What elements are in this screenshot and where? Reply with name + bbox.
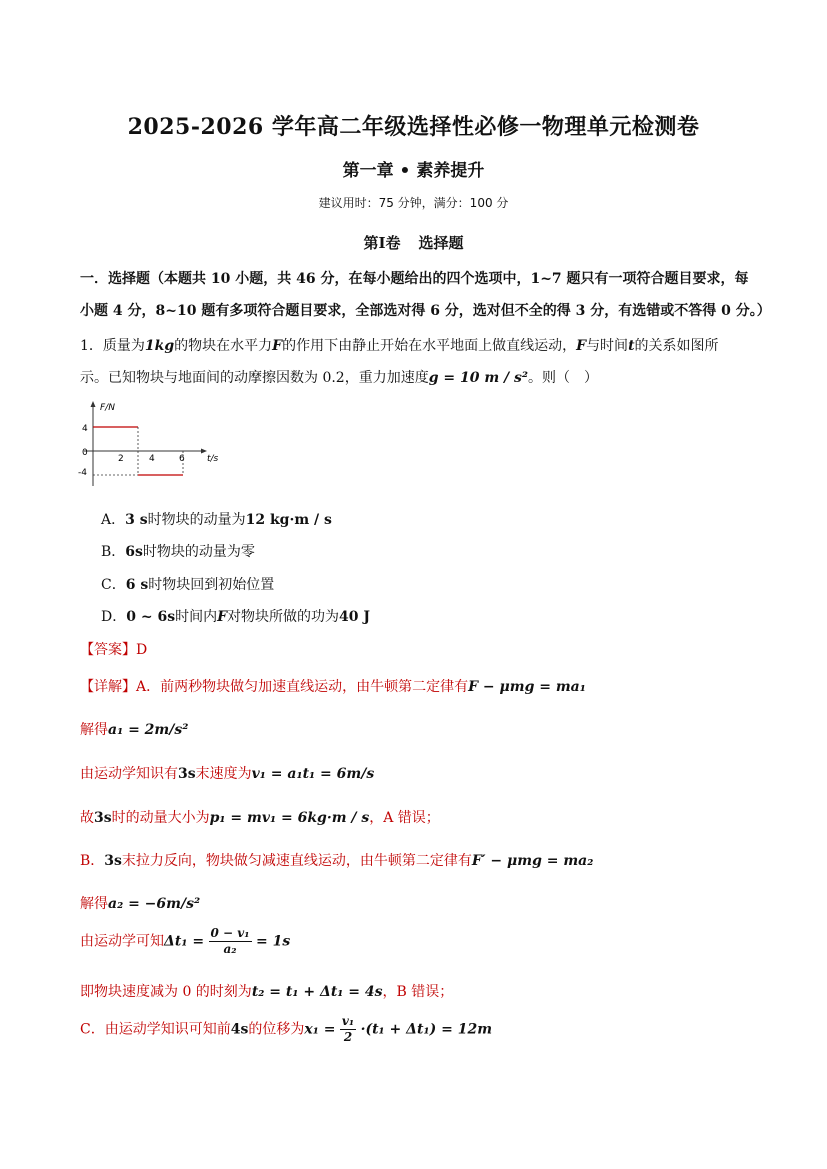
detail-math: = 1s — [255, 933, 291, 950]
opt-math: 12 kg·m / s — [245, 512, 332, 528]
page-title: 2025-2026 学年高二年级选择性必修一物理单元检测卷 — [127, 114, 700, 140]
detail-text: 由运动学知识有 — [80, 766, 178, 782]
opt-text: 时间内 — [175, 609, 218, 625]
q-math: F — [272, 338, 283, 354]
section-heading — [0, 232, 827, 253]
option-a — [101, 509, 332, 529]
y-tick-label: 4 — [82, 424, 88, 434]
fraction-numerator: 0 − v₁ — [210, 926, 250, 940]
detail-line-7 — [80, 926, 290, 957]
opt-text: 时物块的动量为零 — [142, 544, 255, 560]
detail-math: 3s — [94, 810, 112, 826]
q-text: 的作用下由静止开始在水平地面上做直线运动， — [282, 338, 577, 354]
answer-line — [80, 639, 147, 659]
question-1-line-2 — [80, 367, 598, 387]
detail-math: 3s — [178, 766, 196, 782]
q-text: 。则（ ） — [528, 370, 599, 386]
detail-text: ，B 错误； — [382, 984, 454, 1000]
x-tick-label: 6 — [179, 454, 185, 464]
detail-math: x₁ = — [304, 1021, 336, 1038]
detail-math: a₁ = 2m/s² — [108, 722, 189, 738]
q-math: t — [628, 338, 635, 354]
fraction-denominator: 2 — [343, 1030, 353, 1044]
x-tick-label: 2 — [118, 454, 124, 464]
answer-label: 【答案】 — [80, 642, 136, 658]
q-text: 示。已知物块与地面间的动摩擦因数为 0.2，重力加速度 — [80, 370, 429, 386]
x-tick-label: 4 — [149, 454, 155, 464]
detail-text: 时的动量大小为 — [111, 810, 210, 826]
q-math: g = 10 m / s² — [428, 370, 529, 386]
detail-math: Δt₁ = — [164, 933, 205, 950]
q-text: 的物块在水平力 — [174, 338, 273, 354]
opt-math: 6 s — [125, 577, 149, 593]
opt-math: 40 J — [339, 609, 371, 625]
detail-line-6 — [80, 893, 200, 913]
opt-text: 时物块回到初始位置 — [148, 577, 275, 593]
option-c — [101, 574, 274, 594]
instructions-line-2: 小题 4 分，8~10 题有多项符合题目要求，全部选对得 6 分，选对但不全的得 3 分，有选错或不答得 0 分。） — [80, 303, 771, 319]
q-text: 1．质量为 — [80, 338, 145, 354]
detail-text: 即物块速度减为 0 的时刻为 — [80, 984, 252, 1000]
detail-math: 4s — [230, 1021, 249, 1038]
detail-text: 解得 — [80, 896, 108, 912]
q-text: 的关系如图所 — [634, 338, 719, 354]
fraction — [209, 926, 252, 957]
detail-text: 末拉力反向，物块做匀减速直线运动，由牛顿第二定律有 — [121, 853, 472, 869]
fraction-numerator: v₁ — [341, 1014, 355, 1028]
option-b — [101, 541, 255, 561]
opt-math: F — [217, 609, 228, 625]
detail-math: t₂ = t₁ + Δt₁ = 4s — [251, 984, 383, 1000]
y-axis-arrow — [91, 401, 96, 407]
q-math: 1kg — [144, 338, 175, 354]
option-label: A． — [101, 512, 126, 528]
chapter-subtitle: 第一章 • 素养提升 — [342, 161, 485, 181]
detail-math: a₂ = −6m/s² — [108, 896, 201, 912]
fraction — [340, 1014, 356, 1045]
x-axis-arrow — [201, 449, 207, 454]
detail-line-3 — [80, 763, 374, 783]
detail-text: 末速度为 — [195, 766, 252, 782]
y-tick-label: -4 — [78, 468, 87, 478]
detail-math: p₁ = mv₁ = 6kg·m / s — [209, 810, 370, 826]
detail-line-5 — [80, 850, 593, 870]
section-part: 第Ⅰ卷 — [363, 234, 401, 252]
detail-text: B． — [80, 853, 105, 869]
answer-value: D — [136, 642, 148, 658]
detail-math: 3s — [104, 853, 122, 869]
detail-line-8 — [80, 981, 453, 1001]
detail-line-9 — [80, 1014, 492, 1045]
option-label: B． — [101, 544, 126, 560]
detail-text: 的位移为 — [248, 1021, 305, 1038]
detail-math: F′ − μmg = ma₂ — [471, 853, 594, 869]
detail-line-4 — [80, 807, 440, 827]
q-text: 与时间 — [586, 338, 629, 354]
detail-text: 由运动学可知 — [80, 933, 164, 950]
detail-text: 解得 — [80, 722, 108, 738]
opt-text: 对物块所做的功为 — [227, 609, 340, 625]
force-time-graph — [78, 398, 228, 490]
section-name: 选择题 — [418, 234, 464, 252]
fraction-denominator: a₂ — [223, 942, 237, 956]
x-axis-label: t/s — [207, 454, 219, 464]
detail-text: 故 — [80, 810, 94, 826]
q-math: F — [576, 338, 587, 354]
detail-label: 【详解】 — [80, 679, 136, 695]
option-d — [101, 606, 370, 626]
opt-math: 3 s — [125, 512, 148, 528]
detail-line-2 — [80, 719, 188, 739]
detail-text: A．前两秒物块做匀加速直线运动，由牛顿第二定律有 — [136, 679, 469, 695]
y-axis-label: F/N — [100, 403, 115, 413]
opt-text: 时物块的动量为 — [147, 512, 246, 528]
option-label: D． — [101, 609, 127, 625]
option-label: C． — [101, 577, 126, 593]
detail-math: F − μmg = ma₁ — [468, 679, 586, 695]
detail-text: ，A 错误； — [369, 810, 440, 826]
detail-text: C．由运动学知识可知前 — [80, 1021, 231, 1038]
question-1-line-1 — [80, 335, 719, 355]
detail-line-1 — [80, 676, 586, 696]
y-tick-label: 0 — [82, 448, 88, 458]
opt-math: 0 ~ 6s — [126, 609, 176, 625]
detail-math: ·(t₁ + Δt₁) = 12m — [360, 1021, 493, 1038]
opt-math: 6s — [125, 544, 143, 560]
instructions-line-1: 一．选择题（本题共 10 小题，共 46 分，在每小题给出的四个选项中，1~7 题只有一项符合题目要求，每 — [80, 271, 749, 287]
exam-meta: 建议用时：75 分钟，满分：100 分 — [318, 196, 509, 210]
detail-math: v₁ = a₁t₁ = 6m/s — [251, 766, 375, 782]
